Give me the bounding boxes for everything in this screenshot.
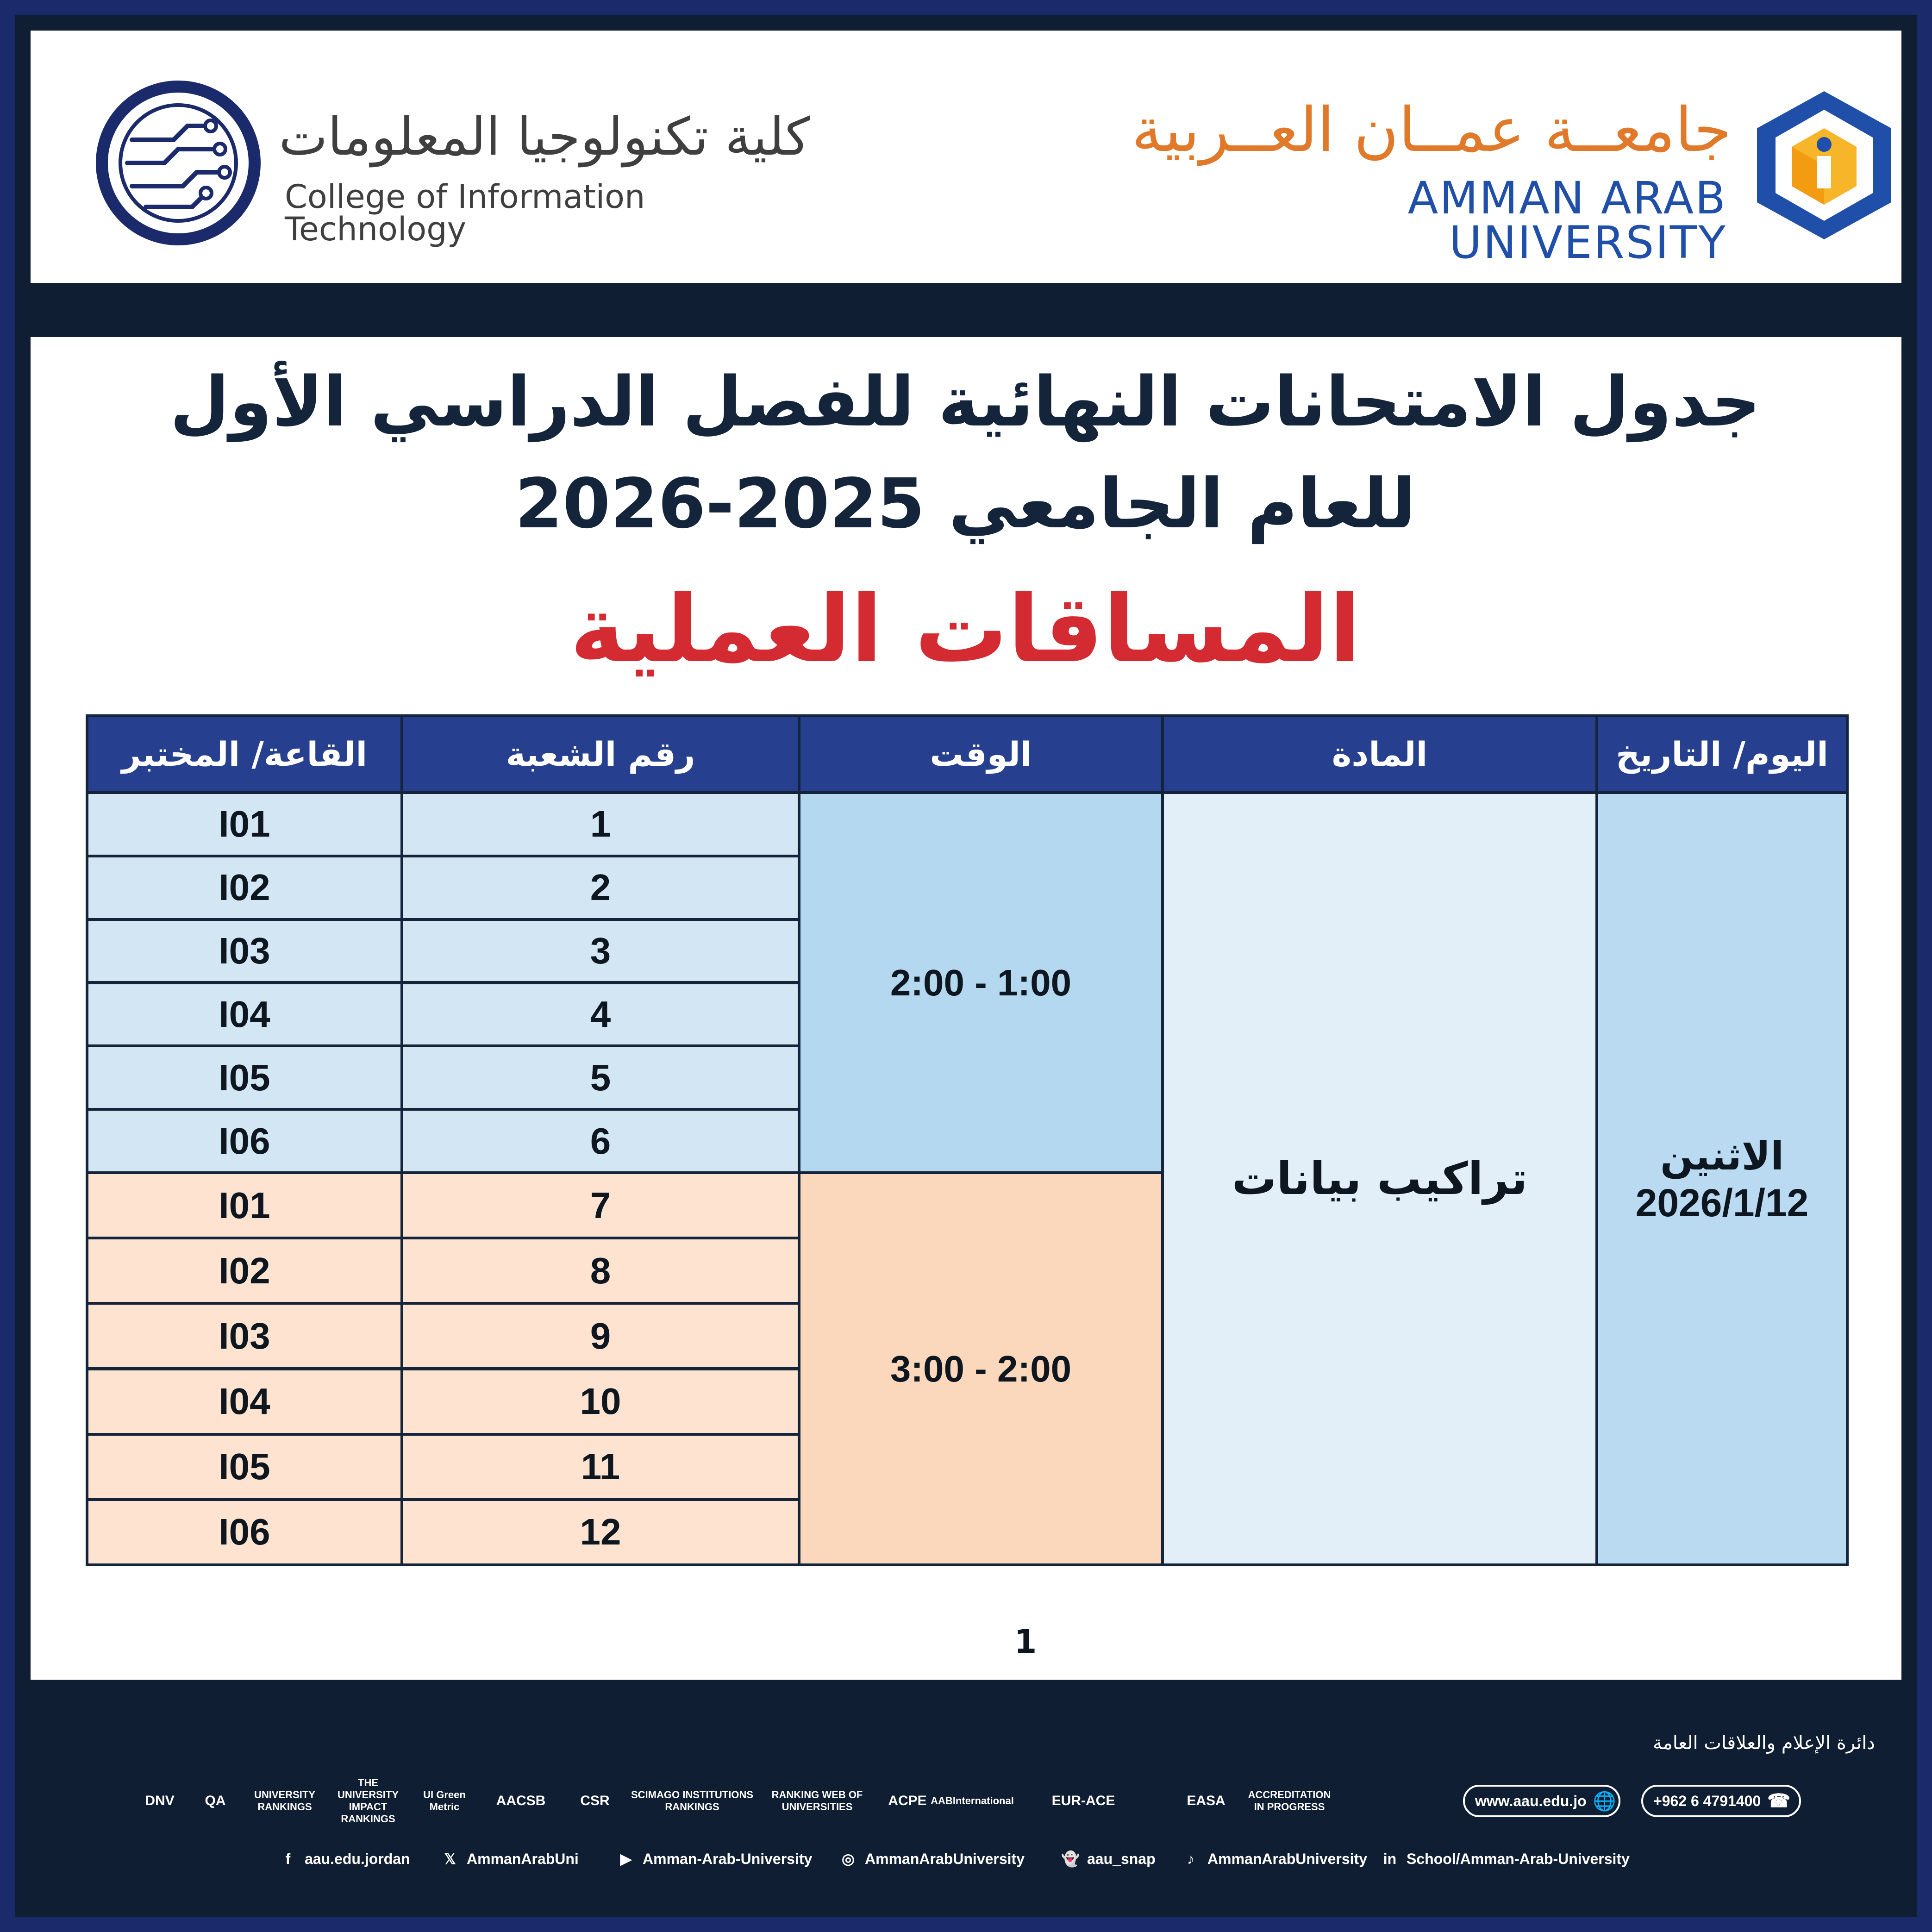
- social-label: Amman-Arab-University: [643, 1850, 813, 1867]
- room-cell: I02: [88, 857, 400, 918]
- college-logo-icon: [95, 80, 262, 246]
- page-number: 1: [1014, 1623, 1037, 1661]
- header-room: القاعة/ المختبر: [88, 717, 400, 791]
- room-cell: I05: [88, 1436, 400, 1498]
- section-cell: 5: [403, 1047, 798, 1108]
- header-day-date: اليوم/ التاريخ: [1598, 717, 1846, 791]
- university-name-ar: جامعــة عمــان العــربية: [1132, 94, 1732, 166]
- section-cell: 4: [403, 984, 798, 1045]
- instagram-icon: ◎: [842, 1851, 855, 1867]
- section-cell: 11: [403, 1436, 798, 1498]
- accreditation-badge: QA: [205, 1793, 226, 1808]
- accreditation-badge: AABInternational: [931, 1795, 1014, 1807]
- room-cell: I03: [88, 921, 400, 982]
- social-link[interactable]: [1181, 1845, 1367, 1873]
- social-label: aau.edu.jordan: [305, 1850, 410, 1867]
- accreditation-badge: EASA: [1187, 1793, 1225, 1808]
- social-link[interactable]: [1060, 1845, 1156, 1873]
- room-cell: I04: [88, 1370, 400, 1433]
- room-cell: I06: [88, 1111, 400, 1171]
- section-cell: 7: [403, 1174, 798, 1237]
- accreditation-badge: UI Green Metric: [423, 1789, 466, 1813]
- accreditation-badge: CSR: [580, 1793, 610, 1808]
- section-cell: 9: [403, 1305, 798, 1367]
- header-section: رقم الشعبة: [403, 717, 798, 791]
- room-cell: I04: [88, 984, 400, 1045]
- footer-department: دائرة الإعلام والعلاقات العامة: [1652, 1732, 1875, 1754]
- header-subject: المادة: [1164, 717, 1595, 791]
- time-slot-2: 3:00 - 2:00: [800, 1174, 1161, 1563]
- exam-schedule-table: [86, 714, 1849, 1566]
- social-label: AmmanArabUniversity: [1207, 1850, 1367, 1867]
- social-label: AmmanArabUni: [467, 1850, 579, 1867]
- social-link[interactable]: [440, 1845, 579, 1873]
- section-title: المساقات العملية: [569, 575, 1361, 683]
- section-cell: 1: [403, 794, 798, 855]
- exam-date: 2026/1/12: [1635, 1181, 1809, 1225]
- snapchat-icon: 👻: [1061, 1851, 1080, 1867]
- accreditation-badge: SCIMAGO INSTITUTIONS RANKINGS: [631, 1789, 753, 1813]
- subject-cell: تراكيب بيانات: [1164, 794, 1595, 1563]
- website-text: www.aau.edu.jo: [1475, 1792, 1587, 1809]
- social-links: [278, 1845, 1713, 1873]
- time-slot-1: 2:00 - 1:00: [800, 794, 1161, 1171]
- page-title: جدول الامتحانات النهائية للفصل الدراسي الأول: [170, 362, 1761, 442]
- header-time: الوقت: [800, 717, 1161, 791]
- room-cell: I01: [88, 794, 400, 855]
- day-date-cell: [1598, 794, 1846, 1563]
- room-cell: I03: [88, 1305, 400, 1367]
- section-cell: 8: [403, 1239, 798, 1302]
- phone-icon: ☎: [1767, 1791, 1791, 1811]
- tiktok-icon: ♪: [1187, 1850, 1194, 1867]
- academic-year-title: للعام الجامعي 2025-2026: [515, 464, 1416, 544]
- social-link[interactable]: [1380, 1845, 1630, 1873]
- section-cell: 12: [403, 1501, 798, 1563]
- accreditation-badge: AACSB: [496, 1793, 546, 1808]
- college-name-en: College of Information Technology: [285, 178, 645, 248]
- accreditation-badge: UNIVERSITY RANKINGS: [254, 1789, 316, 1813]
- phone-text: +962 6 4791400: [1653, 1792, 1761, 1809]
- globe-icon: 🌐: [1593, 1791, 1616, 1812]
- social-label: School/Amman-Arab-University: [1407, 1850, 1630, 1867]
- accreditation-badge: ACCREDITATION IN PROGRESS: [1248, 1789, 1331, 1813]
- accreditation-badge: DNV: [145, 1793, 175, 1808]
- college-name-ar: كلية تكنولوجيا المعلومات: [279, 107, 810, 167]
- social-label: aau_snap: [1087, 1850, 1156, 1867]
- section-cell: 6: [403, 1111, 798, 1171]
- university-logo-icon: [1755, 89, 1894, 242]
- linkedin-icon: in: [1383, 1850, 1397, 1867]
- website-link[interactable]: [1463, 1785, 1620, 1817]
- facebook-icon: f: [285, 1850, 291, 1867]
- social-link[interactable]: [278, 1845, 410, 1873]
- youtube-icon: ▶: [620, 1851, 632, 1867]
- room-cell: I01: [88, 1174, 400, 1237]
- accreditation-badge: ACPE: [888, 1793, 927, 1808]
- phone-link[interactable]: [1641, 1785, 1801, 1817]
- university-name-en: AMMAN ARAB UNIVERSITY: [1407, 172, 1727, 269]
- x-icon: 𝕏: [444, 1851, 456, 1867]
- social-link[interactable]: [838, 1845, 1025, 1873]
- social-label: AmmanArabUniversity: [865, 1850, 1025, 1867]
- accreditation-badge: EUR-ACE: [1051, 1793, 1115, 1808]
- section-cell: 3: [403, 921, 798, 982]
- section-cell: 2: [403, 857, 798, 918]
- room-cell: I02: [88, 1239, 400, 1302]
- room-cell: I05: [88, 1047, 400, 1108]
- accreditation-badge: THE UNIVERSITY IMPACT RANKINGS: [337, 1777, 399, 1825]
- section-cell: 10: [403, 1370, 798, 1433]
- room-cell: I06: [88, 1501, 400, 1563]
- accreditation-badge: RANKING WEB OF UNIVERSITIES: [771, 1789, 863, 1813]
- social-link[interactable]: [616, 1845, 812, 1873]
- exam-day: الاثنين: [1660, 1133, 1784, 1179]
